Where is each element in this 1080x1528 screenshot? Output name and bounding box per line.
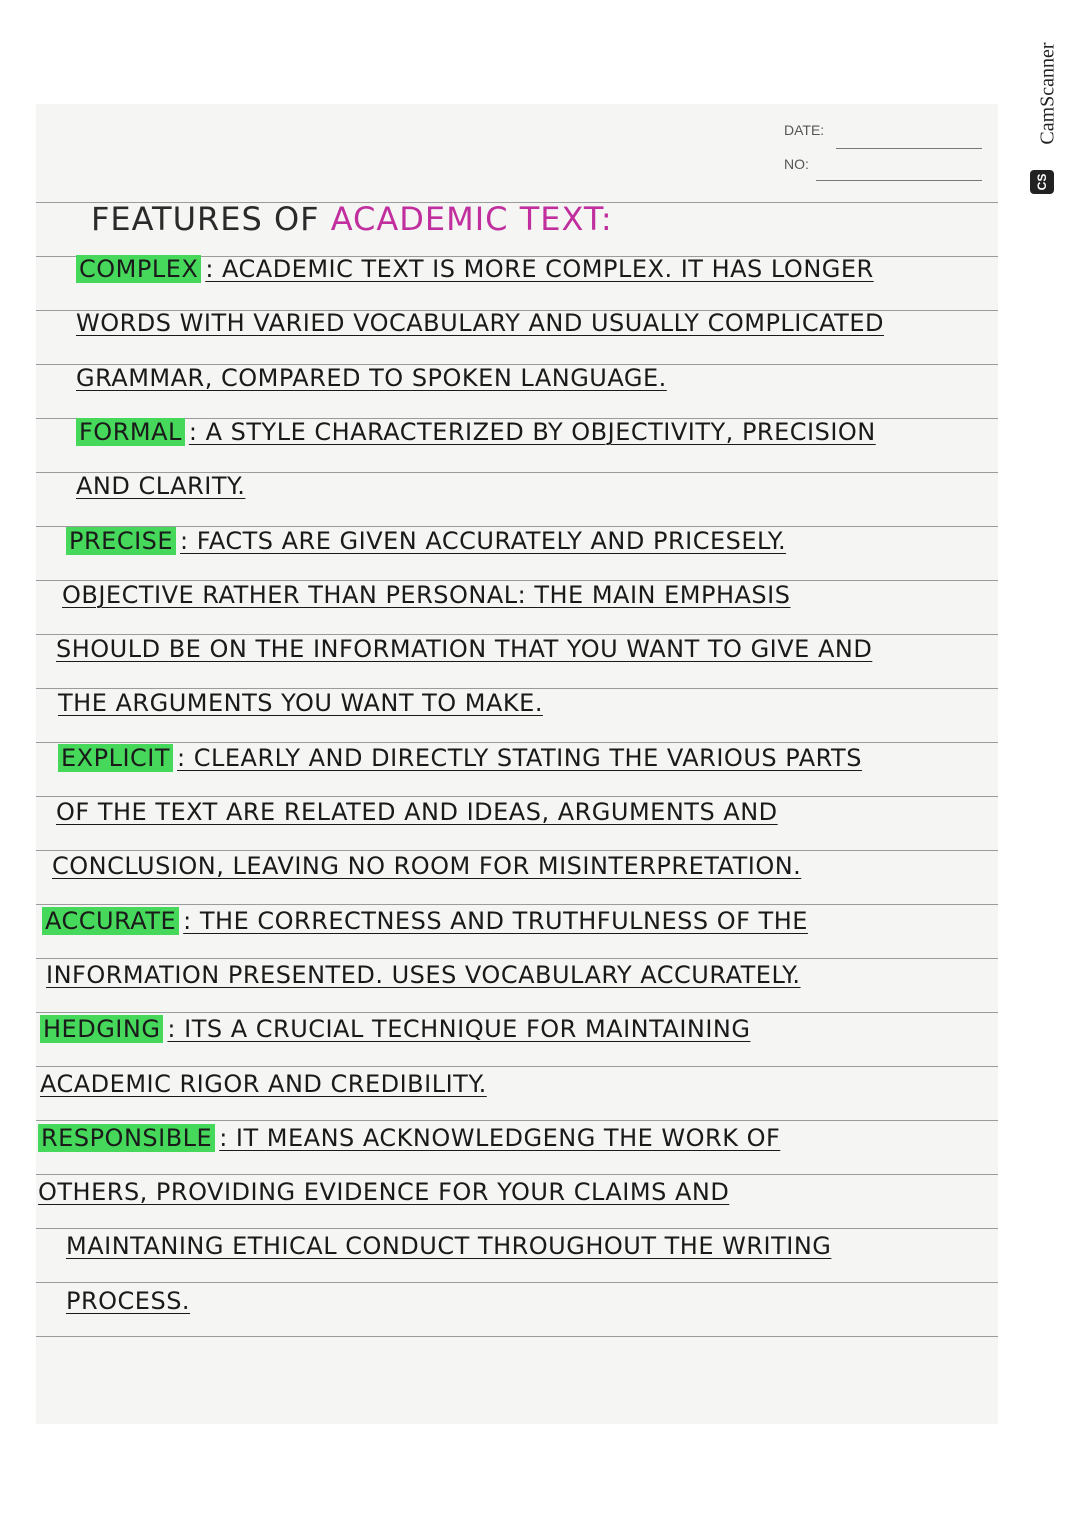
highlighted-term: RESPONSIBLE (38, 1124, 215, 1152)
line-text: : FACTS ARE GIVEN ACCURATELY AND PRICESELY. (180, 526, 787, 555)
line-text: INFORMATION PRESENTED. USES VOCABULARY ACCURATELY. (46, 960, 801, 989)
number-line (816, 180, 982, 181)
note-line (76, 254, 874, 284)
note-line (56, 634, 872, 664)
note-line (76, 308, 884, 338)
ruled-line (36, 1282, 998, 1283)
line-text: : ACADEMIC TEXT IS MORE COMPLEX. IT HAS LONGER (205, 255, 874, 283)
note-line (52, 851, 801, 881)
note-line (38, 1177, 729, 1207)
note-line (66, 1286, 190, 1316)
note-line (58, 688, 543, 718)
highlighted-term: HEDGING (40, 1015, 163, 1043)
line-text: PROCESS. (66, 1286, 191, 1315)
note-line (56, 797, 778, 827)
camscanner-label: CamScanner (1036, 42, 1059, 145)
ruled-line (36, 1066, 998, 1067)
line-text: WORDS WITH VARIED VOCABULARY AND USUALLY COMPLICATED (76, 309, 884, 338)
note-line (66, 526, 786, 556)
line-text: OBJECTIVE RATHER THAN PERSONAL: THE MAIN EMPHASIS (62, 580, 791, 609)
line-text: : CLEARLY AND DIRECTLY STATING THE VARIOUS PARTS (177, 743, 862, 772)
note-line (42, 906, 808, 936)
title-part-2: ACADEMIC TEXT: (330, 200, 613, 238)
date-label: DATE: (784, 122, 825, 138)
line-text: MAINTANING ETHICAL CONDUCT THROUGHOUT THE WRITING (66, 1232, 832, 1261)
ruled-line (36, 1174, 998, 1175)
highlighted-term: FORMAL (76, 418, 185, 446)
line-text: THE ARGUMENTS YOU WANT TO MAKE. (58, 689, 543, 718)
highlighted-term: EXPLICIT (58, 744, 173, 772)
title-part-1: FEATURES OF (91, 200, 320, 238)
camscanner-watermark (1030, 30, 1060, 200)
notebook-page (36, 104, 998, 1424)
date-line (836, 148, 982, 149)
line-text: SHOULD BE ON THE INFORMATION THAT YOU WANT TO GIVE AND (56, 635, 873, 664)
camscanner-logo-icon: CS (1030, 170, 1054, 194)
number-label: NO: (784, 156, 809, 172)
line-text: GRAMMAR, COMPARED TO SPOKEN LANGUAGE. (76, 363, 667, 392)
note-line (40, 1014, 750, 1044)
ruled-line (36, 958, 998, 959)
note-line (76, 471, 245, 501)
line-text: : A STYLE CHARACTERIZED BY OBJECTIVITY, PRECISION (188, 417, 876, 446)
line-text: OF THE TEXT ARE RELATED AND IDEAS, ARGUMENTS AND (56, 798, 778, 826)
highlighted-term: ACCURATE (42, 907, 179, 935)
highlighted-term: PRECISE (66, 527, 176, 555)
note-line (76, 417, 876, 447)
note-line (40, 1069, 487, 1099)
ruled-line (36, 1228, 998, 1229)
line-text: CONCLUSION, LEAVING NO ROOM FOR MISINTERPRETATION. (52, 852, 802, 881)
line-text: OTHERS, PROVIDING EVIDENCE FOR YOUR CLAIMS AND (38, 1178, 730, 1207)
line-text: : IT MEANS ACKNOWLEDGENG THE WORK OF (219, 1123, 781, 1152)
ruled-line (36, 1120, 998, 1121)
ruled-line (36, 1012, 998, 1013)
line-text: ACADEMIC RIGOR AND CREDIBILITY. (40, 1069, 487, 1098)
highlighted-term: COMPLEX (76, 255, 201, 283)
note-line (46, 960, 801, 990)
line-text: : THE CORRECTNESS AND TRUTHFULNESS OF THE (183, 906, 808, 935)
note-line (38, 1123, 780, 1153)
ruled-line (36, 1336, 998, 1337)
line-text: : ITS A CRUCIAL TECHNIQUE FOR MAINTAINING (167, 1015, 751, 1044)
note-line (58, 743, 862, 773)
note-line (62, 580, 790, 610)
line-text: AND CLARITY. (76, 472, 246, 501)
page-title (91, 200, 613, 238)
note-line (76, 363, 667, 393)
note-line (66, 1231, 831, 1261)
